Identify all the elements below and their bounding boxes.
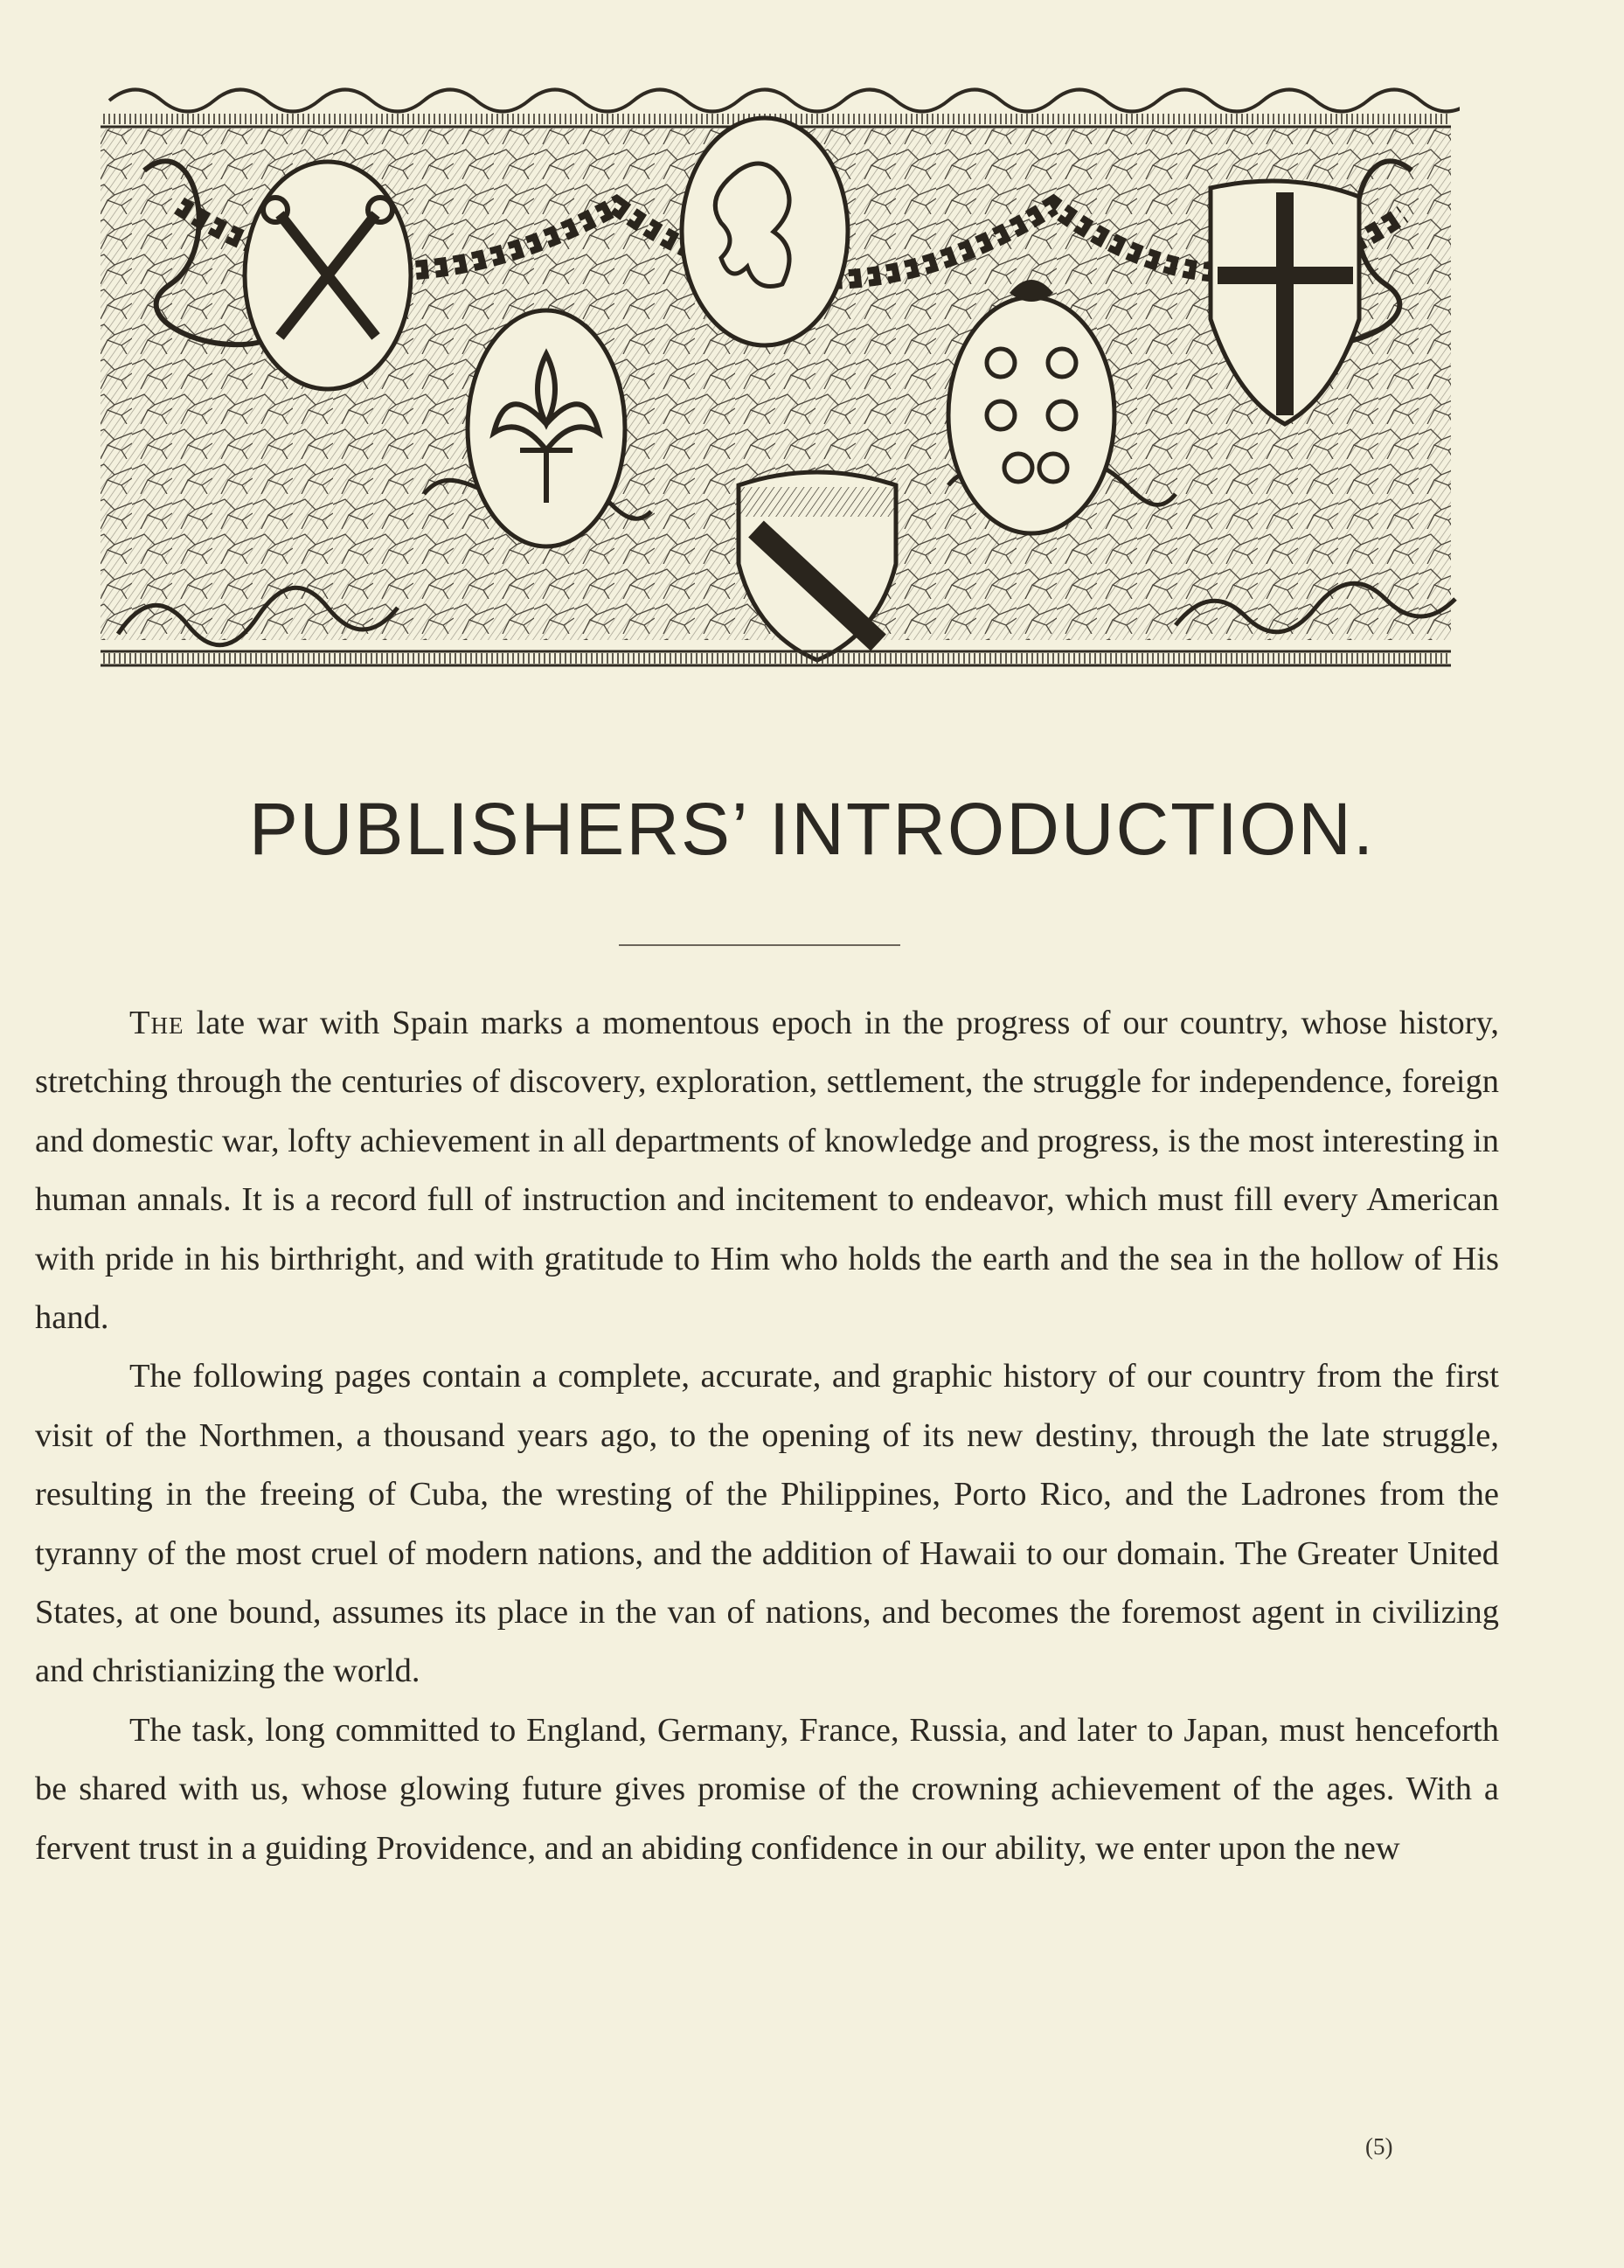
paragraph-1 xyxy=(35,994,1499,1347)
ornamental-coat-of-arms-engraving-icon xyxy=(92,74,1460,695)
body-text xyxy=(35,994,1499,1878)
paragraph-2: The following pages contain a complete, accurate, and graphic history of our country from the first visit of the Northmen, a thousand years ago, to the opening of its new destiny, through the late struggle, resulting in the freeing of Cuba, the wresting of the Philippines, Porto Rico, and the Ladrones from the tyranny of the most cruel of modern nations, and the addition of Hawaii to our domain. The Greater United States, at one bound, assumes its place in the van of nations, and becomes the foremost agent in civilizing and christianizing the world. xyxy=(35,1358,1499,1690)
shield-fleur-de-lis xyxy=(468,310,625,546)
paragraph-1-lead: The xyxy=(129,1005,184,1041)
paragraph-3: The task, long committed to England, Germany, France, Russia, and later to Japan, must henceforth be shared with us, whose glowing future gives promise of the crowning achievement of the ages. With a fervent trust in a guiding Providence, and an abiding confidence in our ability, we enter upon the new xyxy=(35,1711,1499,1867)
paragraph-1-text: late war with Spain marks a momentous epoch in the progress of our country, whose history, stretching through the centuries of discovery, exploration, settlement, the struggle for independence, foreign and domestic war, lofty achievement in all departments of knowledge and progress, is the most interesting in human annals. It is a record full of instruction and incitement to endeavor, which must fill every American with pride in his birthright, and with gratitude to Him who holds the earth and the sea in the hollow of His hand. xyxy=(35,1005,1499,1337)
shield-crossed-keys xyxy=(245,162,411,389)
top-scroll-border xyxy=(109,90,1460,112)
page-number: (5) xyxy=(1365,2133,1393,2160)
page-title: PUBLISHERS’ INTRODUCTION. xyxy=(248,788,1376,870)
shield-griffin xyxy=(682,118,848,345)
title-rule xyxy=(619,944,900,946)
headpiece-engraving xyxy=(92,74,1460,695)
